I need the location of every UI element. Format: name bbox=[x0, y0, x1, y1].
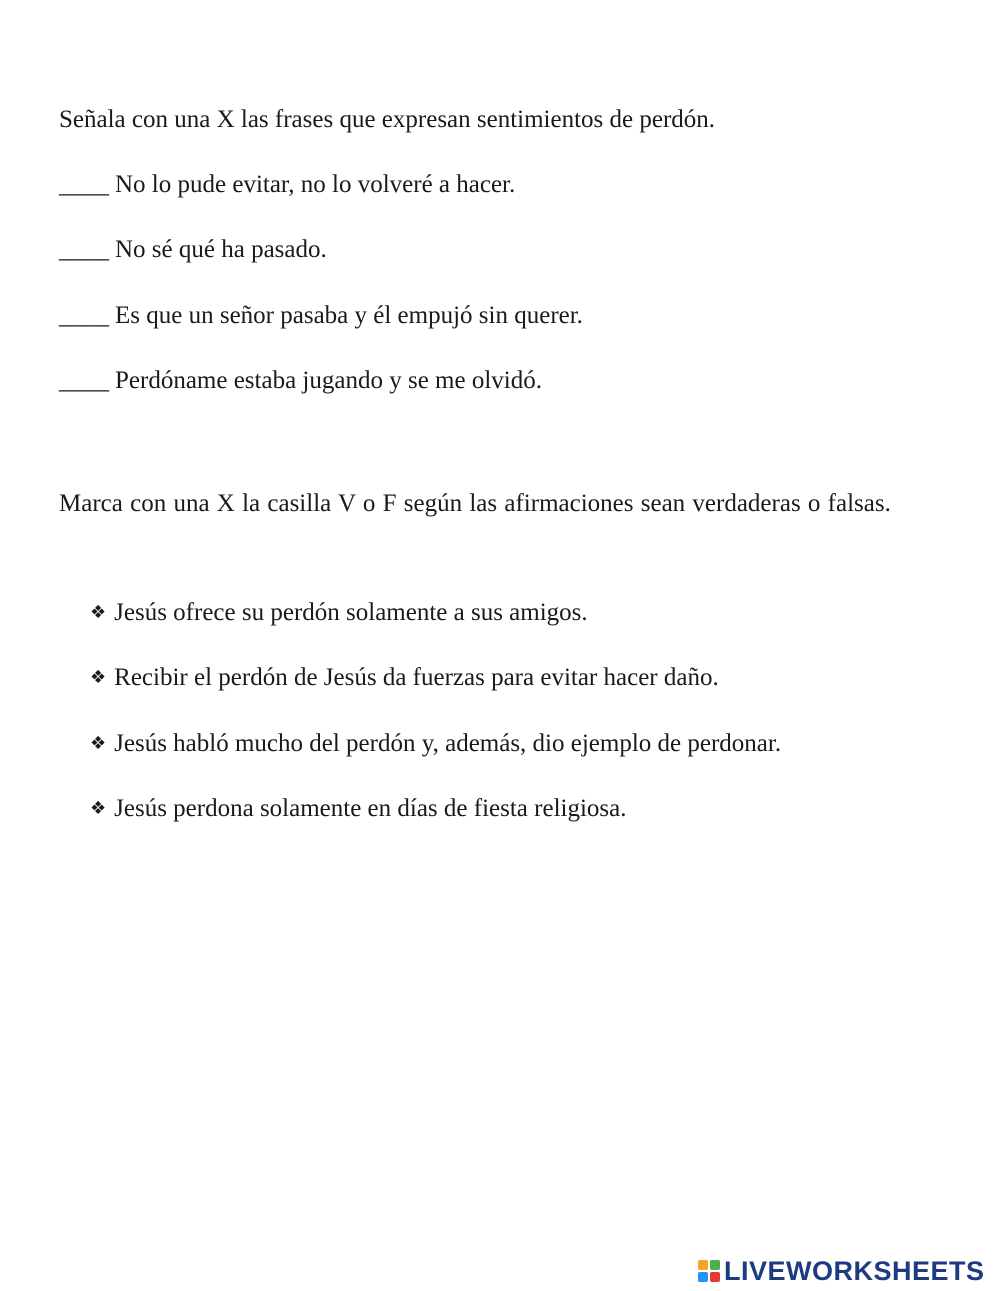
item-text: No sé qué ha pasado. bbox=[115, 236, 327, 263]
logo-block bbox=[698, 1272, 708, 1282]
section2-statement bbox=[90, 662, 719, 694]
section2-statement bbox=[90, 793, 626, 825]
section1-item bbox=[59, 300, 583, 332]
diamond-bullet-icon: ❖ bbox=[90, 667, 107, 688]
section1-instruction: Señala con una X las frases que expresan sentimientos de perdón. bbox=[59, 106, 716, 133]
logo-blocks-icon bbox=[698, 1260, 720, 1282]
statement-text: Recibir el perdón de Jesús da fuerzas para evitar hacer daño. bbox=[114, 664, 719, 691]
answer-blank[interactable]: ____ bbox=[59, 236, 109, 263]
statement-text: Jesús ofrece su perdón solamente a sus amigos. bbox=[114, 599, 588, 626]
section2-instruction: Marca con una X la casilla V o F según las afirmaciones sean verdaderas o falsas. bbox=[59, 490, 891, 517]
logo-text: LIVEWORKSHEETS bbox=[724, 1255, 985, 1286]
logo-block bbox=[710, 1260, 720, 1270]
answer-blank[interactable]: ____ bbox=[59, 171, 109, 198]
answer-blank[interactable]: ____ bbox=[59, 367, 109, 394]
item-text: No lo pude evitar, no lo volveré a hacer. bbox=[115, 171, 516, 198]
item-text: Perdóname estaba jugando y se me olvidó. bbox=[115, 367, 542, 394]
section1-item bbox=[59, 169, 515, 201]
diamond-bullet-icon: ❖ bbox=[90, 602, 107, 623]
section2-statement bbox=[90, 597, 588, 629]
answer-blank[interactable]: ____ bbox=[59, 302, 109, 329]
diamond-bullet-icon: ❖ bbox=[90, 798, 107, 819]
logo-block bbox=[698, 1260, 708, 1270]
diamond-bullet-icon: ❖ bbox=[90, 733, 107, 754]
section2-statement bbox=[90, 728, 781, 760]
item-text: Es que un señor pasaba y él empujó sin querer. bbox=[115, 302, 583, 329]
section1-item bbox=[59, 234, 327, 266]
section1-item bbox=[59, 365, 542, 397]
statement-text: Jesús habló mucho del perdón y, además, dio ejemplo de perdonar. bbox=[114, 730, 782, 757]
logo-block bbox=[710, 1272, 720, 1282]
statement-text: Jesús perdona solamente en días de fiesta religiosa. bbox=[114, 795, 627, 822]
liveworksheets-logo bbox=[698, 1253, 985, 1289]
